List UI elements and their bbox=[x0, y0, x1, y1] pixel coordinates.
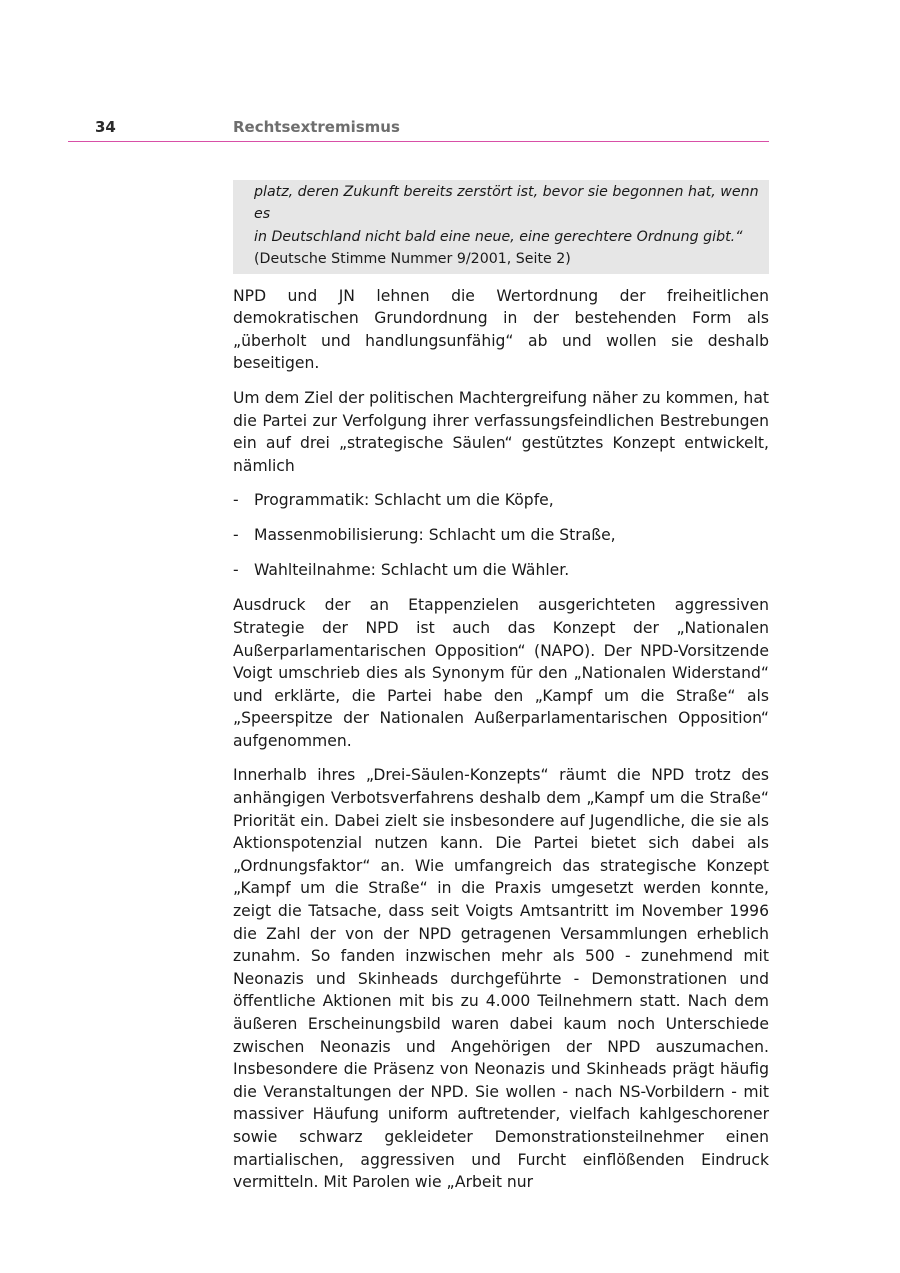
quote-line: in Deutschland nicht bald eine neue, eine gerechtere Ordnung gibt.“ bbox=[254, 228, 743, 245]
paragraph: Um dem Ziel der politischen Machtergreifung näher zu kommen, hat die Partei zur Verfolgung ihrer verfassungsfeindlichen Bestrebungen ein auf drei „strategische Säulen“ gestütztes Konzept entwickelt, nämlich bbox=[233, 389, 769, 475]
page-body bbox=[233, 180, 769, 1206]
paragraph: Ausdruck der an Etappenzielen ausgerichteten aggressiven Strategie der NPD ist auch das Konzept der „Nationalen Außerparlamentarischen Opposition“ (NAPO). Der NPD-Vorsitzende Voigt umschrieb dies als Synonym für den „Nationalen Widerstand“ und erklärte, die Partei habe den „Kampf um die Straße“ als „Speerspitze der Nationalen Außerparlamentarischen Opposition“ aufgenommen. bbox=[233, 596, 769, 750]
list-item-text: Programmatik: Schlacht um die Köpfe, bbox=[254, 491, 554, 510]
quote-source: (Deutsche Stimme Nummer 9/2001, Seite 2) bbox=[254, 251, 571, 268]
header-divider bbox=[68, 141, 769, 142]
running-title: Rechtsextremismus bbox=[233, 118, 400, 136]
list-item bbox=[233, 489, 769, 512]
list-item bbox=[233, 559, 769, 582]
quote-box bbox=[233, 180, 769, 274]
list-marker: - bbox=[233, 491, 239, 510]
list-item bbox=[233, 524, 769, 547]
list-item-text: Wahlteilnahme: Schlacht um die Wähler. bbox=[254, 561, 570, 580]
list-marker: - bbox=[233, 526, 239, 545]
page-number: 34 bbox=[95, 118, 116, 136]
quote-line: platz, deren Zukunft bereits zerstört ist, bevor sie begonnen hat, wenn es bbox=[254, 184, 759, 223]
paragraph: Innerhalb ihres „Drei-Säulen-Konzepts“ räumt die NPD trotz des anhängigen Verbotsverfahrens deshalb dem „Kampf um die Straße“ Priorität ein. Dabei zielt sie insbesondere auf Jugendliche, die sie als Aktionspotenzial nutzen kann. Die Partei bietet sich dabei als „Ordnungsfaktor“ an. Wie umfangreich das strategische Konzept „Kampf um die Straße“ in die Praxis umgesetzt werden konnte, zeigt die Tatsache, dass seit Voigts Amtsantritt im November 1996 die Zahl der von der NPD getragenen Versammlungen erheblich zunahm. So fanden inzwischen mehr als 500 - zunehmend mit Neonazis und Skinheads durchgeführte - Demonstrationen und öffentliche Aktionen mit bis zu 4.000 Teilnehmern statt. Nach dem äußeren Erscheinungsbild waren dabei kaum noch Unterschiede zwischen Neonazis und Angehörigen der NPD auszumachen. Insbesondere die Präsenz von Neonazis und Skinheads prägt häufig die Veranstaltungen der NPD. Sie wollen - nach NS-Vorbildern - mit massiver Häufung uniform auftretender, vielfach kahlgeschorener sowie schwarz gekleideter Demonstrationsteilnehmer einen martialischen, aggressiven und Furcht einflößenden Eindruck vermitteln. Mit Parolen wie „Arbeit nur bbox=[233, 766, 769, 1192]
strategy-pillars-list bbox=[233, 489, 769, 582]
list-item-text: Massenmobilisierung: Schlacht um die Straße, bbox=[254, 526, 616, 545]
list-marker: - bbox=[233, 561, 239, 580]
paragraph: NPD und JN lehnen die Wertordnung der freiheitlichen demokratischen Grundordnung in der bestehenden Form als „überholt und handlungsunfähig“ ab und wollen sie deshalb beseitigen. bbox=[233, 286, 769, 373]
